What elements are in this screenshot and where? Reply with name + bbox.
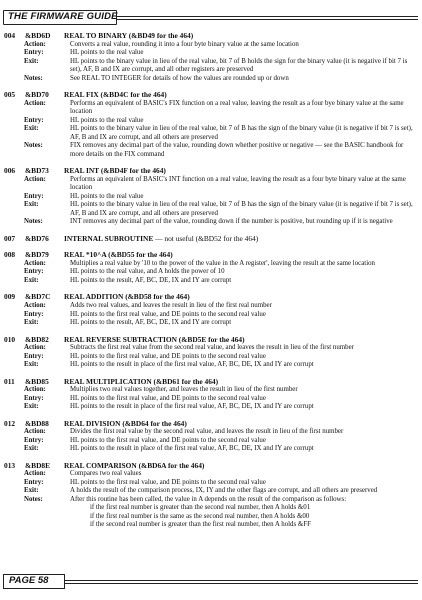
entry-title [64,234,258,244]
entry-field-row [4,260,416,269]
entry-title [64,31,193,41]
field-label: Entry: [24,352,44,360]
entry-field-row [4,479,416,488]
field-label: Entry: [24,310,44,318]
field-label: Action: [24,344,46,352]
comparison-result-line: if the first real number is greater than the second real number, then A holds &01 [90,504,311,512]
entry-field-row [4,117,416,126]
entry-address: &BD70 [25,90,49,100]
entry-title-text: REAL COMPARISON (&BD6A for the 464) [64,460,205,470]
field-text: HL points to the real value [70,192,144,200]
entry-field-row [4,428,416,437]
field-text: See REAL TO INTEGER for details of how the values are rounded up or down [70,74,289,82]
entry-address: &BD7C [25,292,51,302]
field-text: Performs an equivalent of BASIC's INT function on a real value, leaving the result as a four byte binary value at the same location [70,175,406,192]
firmware-entry [4,234,416,244]
entry-field-row [4,344,416,353]
field-label: Action: [24,99,46,107]
entry-field-row [4,319,416,328]
entry-field-row [4,487,416,496]
entry-index: 012 [4,418,16,428]
field-text: HL points to the binary value in lieu of the real value, bit 7 of B has the sign of the binary value (it is negative if bit 7 is set), AF, B and IX are corrupt, and all others are preserved [70,125,413,141]
entry-heading [4,234,416,244]
field-label: Entry: [24,268,44,276]
entry-title [64,419,187,429]
firmware-entry [4,31,416,83]
entry-field-row [4,437,416,446]
entry-field-row [4,361,416,370]
entry-index: 004 [4,31,16,40]
field-label: Notes: [24,495,43,503]
field-text: HL points to the binary value in lieu of the real value, bit 7 of B holds the sign for the binary value (it is negative if bit 7 is set), AF, B and IX are corrupt, and all other registers are preserved [70,57,408,74]
entry-title-text: REAL DIVISION (&BD64 for the 464) [64,418,187,428]
entry-field-row [4,100,416,117]
entry-address: &BD88 [25,418,49,428]
field-text: HL points to the first real value, and DE points to the second real value [70,310,266,318]
entry-field-row [4,75,416,84]
entry-field-row [4,395,416,404]
entry-field-row [4,311,416,320]
field-text: Multiplies a real value by '10 to the power of the value in the A register', leaving the result at the same location [70,259,376,267]
firmware-entry [4,377,416,412]
firmware-entry [4,335,416,370]
comparison-result-line: if the first real number is the same as the second real number, then A holds &00 [90,512,310,520]
field-text: Performs an equivalent of BASIC's FIX function on a real value, leaving the result as a four bye binary value at the same location [70,99,404,116]
entry-title-text: REAL MULTIPLICATION (&BD61 for the 464) [64,376,219,386]
entry-title-text: REAL ADDITION (&BD58 for the 464) [64,292,190,302]
field-label: Entry: [24,394,44,402]
field-text: HL points to the first real value, and DE points to the second real value [70,478,266,486]
field-label: Exit: [24,361,39,369]
footer-rule-top [4,580,418,581]
entry-field-row [4,277,416,286]
field-text: HL points to the first real value, and DE points to the second real value [70,394,266,402]
field-text: Converts a real value, rounding it into a four byte binary value at the same location [70,40,299,48]
entry-field-row [4,445,416,454]
entry-heading [4,166,416,176]
entry-field-row [4,268,416,277]
entry-field-row [4,403,416,412]
field-label: Entry: [24,478,44,486]
field-text: HL points to the binary value in lieu of the real value, bit 7 of B has the sign of the binary value (it is negative if bit 7 is set), AF, B and IX are corrupt, and all others are preserved [70,201,413,217]
firmware-entry [4,419,416,454]
entry-field-row [4,218,416,227]
firmware-entry [4,166,416,227]
page-header-title: THE FIRMWARE GUIDE [8,11,118,22]
field-text: HL points to the first real value, and DE points to the second real value [70,352,266,360]
field-label: Entry: [24,436,44,444]
field-text: HL points to the result in place of the first real value, AF, BC, DE, IX and IY are corrupt [70,403,314,411]
entry-index: 006 [4,166,16,176]
field-label: Action: [24,259,46,267]
field-text: Adds two real values, and leaves the result in lieu of the first real number [70,302,272,310]
entry-field-row [4,353,416,362]
entry-heading [4,377,416,387]
entry-field-row [4,302,416,311]
field-label: Exit: [24,276,39,284]
entry-address: &BD73 [25,166,49,176]
entry-field-row [4,49,416,58]
entry-title-text: REAL REVERSE SUBTRACTION (&BD5E for the 464) [64,334,245,344]
entry-field-row [4,386,416,395]
entry-heading [4,461,416,471]
entry-field-row [4,176,416,193]
field-text: HL points to the real value [70,49,144,57]
field-text: INT removes any decimal part of the value, rounding down if the number is positive, but rounding up if it is negative [70,218,393,226]
field-text: Multiplies two real values together, and leaves the result in lieu of the first number [70,386,298,394]
field-label: Exit: [24,487,39,495]
entry-heading [4,292,416,302]
field-text: Compares two real values [70,470,142,478]
entry-heading [4,419,416,429]
entry-heading [4,31,416,41]
field-label: Exit: [24,319,39,327]
entry-address: &BD8E [25,460,51,470]
entry-title-text: REAL *10^A (&BD55 for the 464) [64,250,173,260]
field-text: Divides the first real value by the second real value, and leaves the result in lieu of the first number [70,428,344,436]
entry-index: 011 [4,376,15,386]
entry-field-row [4,58,416,75]
field-label: Entry: [24,49,44,57]
entry-address: &BD85 [25,376,49,386]
entry-field-row [4,142,416,159]
field-text: HL points to the first real value, and DE points to the second real value [70,436,266,444]
field-label: Action: [24,302,46,310]
field-label: Notes: [24,218,43,226]
field-label: Exit: [24,125,39,133]
firmware-entry [4,90,416,159]
entry-field-row [4,41,416,50]
entry-index: 007 [4,233,16,243]
field-text: HL points to the real value, and A holds the power of 10 [70,268,225,276]
field-label: Action: [24,175,46,183]
field-text: HL points to the result in place of the first real value, AF, BC, DE, IX and IY are corrupt [70,361,314,369]
field-text: FIX removes any decimal part of the value, rounding down whether positive or negative — see the BASIC handbook for more details on the FIX command [70,142,404,158]
entry-title [64,335,245,345]
entry-field-row [4,125,416,142]
field-text: HL points to the real value [70,116,144,124]
field-text: After this routine has been called, the value in A depends on the result of the comparison as follows: [70,495,347,503]
entry-address: &BD76 [25,233,49,243]
entry-title-text: REAL INT (&BD4F for the 464) [64,166,166,176]
entry-heading [4,90,416,100]
entry-title [64,166,166,176]
entry-field-row [4,201,416,218]
entry-index: 005 [4,90,16,100]
footer-rule-bottom [4,583,418,584]
entry-title-text: REAL TO BINARY (&BD49 for the 464) [64,31,194,40]
field-label: Action: [24,40,46,48]
entry-title [64,250,173,260]
field-label: Action: [24,470,46,478]
entry-title-text: INTERNAL SUBROUTINE [64,233,154,243]
field-label: Exit: [24,57,39,65]
firmware-entry [4,292,416,327]
field-text: A holds the result of the comparison process, IX, IY and the other flags are corrupt, and all others are preserved [70,487,378,495]
entry-title [64,292,190,302]
field-label: Exit: [24,445,39,453]
field-label: Action: [24,428,46,436]
field-text: HL points to the result in place of the first real value, AF, BC, DE, IX and IY are corrupt [70,445,314,453]
entry-address: &BD82 [25,334,49,344]
field-label: Entry: [24,116,44,124]
entry-title [64,90,167,100]
entry-field-row [4,496,416,505]
field-label: Notes: [24,142,43,150]
field-label: Exit: [24,403,39,411]
entry-heading [4,250,416,260]
field-label: Action: [24,386,46,394]
entry-title [64,461,204,471]
entry-title [64,377,218,387]
field-label: Exit: [24,201,39,209]
entry-title-text: REAL FIX (&BD4C for the 464) [64,90,167,100]
firmware-entry [4,250,416,285]
entry-title-note: — not useful (&BD52 for the 464) [153,233,259,243]
page-number: PAGE 58 [9,575,49,586]
entry-field-row [4,470,416,479]
entry-index: 008 [4,250,16,260]
field-label: Notes: [24,74,43,82]
entry-address: &BD79 [25,250,49,260]
entry-index: 013 [4,460,16,470]
document-body [4,31,416,537]
entry-heading [4,335,416,345]
firmware-entry [4,461,416,530]
entry-field-row [4,193,416,202]
entry-index: 009 [4,292,16,302]
field-text: HL points to the result, AF, BC, DE, IX and IY are corrupt [70,276,232,284]
field-label: Entry: [24,192,44,200]
entry-address: &BD6D [25,31,51,40]
field-text: Subtracts the first real value from the second real value, and leaves the result in lieu of the first number [70,344,354,352]
field-text: HL points to the result, AF, BC, DE, IX and IY are corrupt [70,319,232,327]
comparison-result-line: if the second real number is greater than the first real number, then A holds &FF [90,521,311,529]
entry-index: 010 [4,334,16,344]
